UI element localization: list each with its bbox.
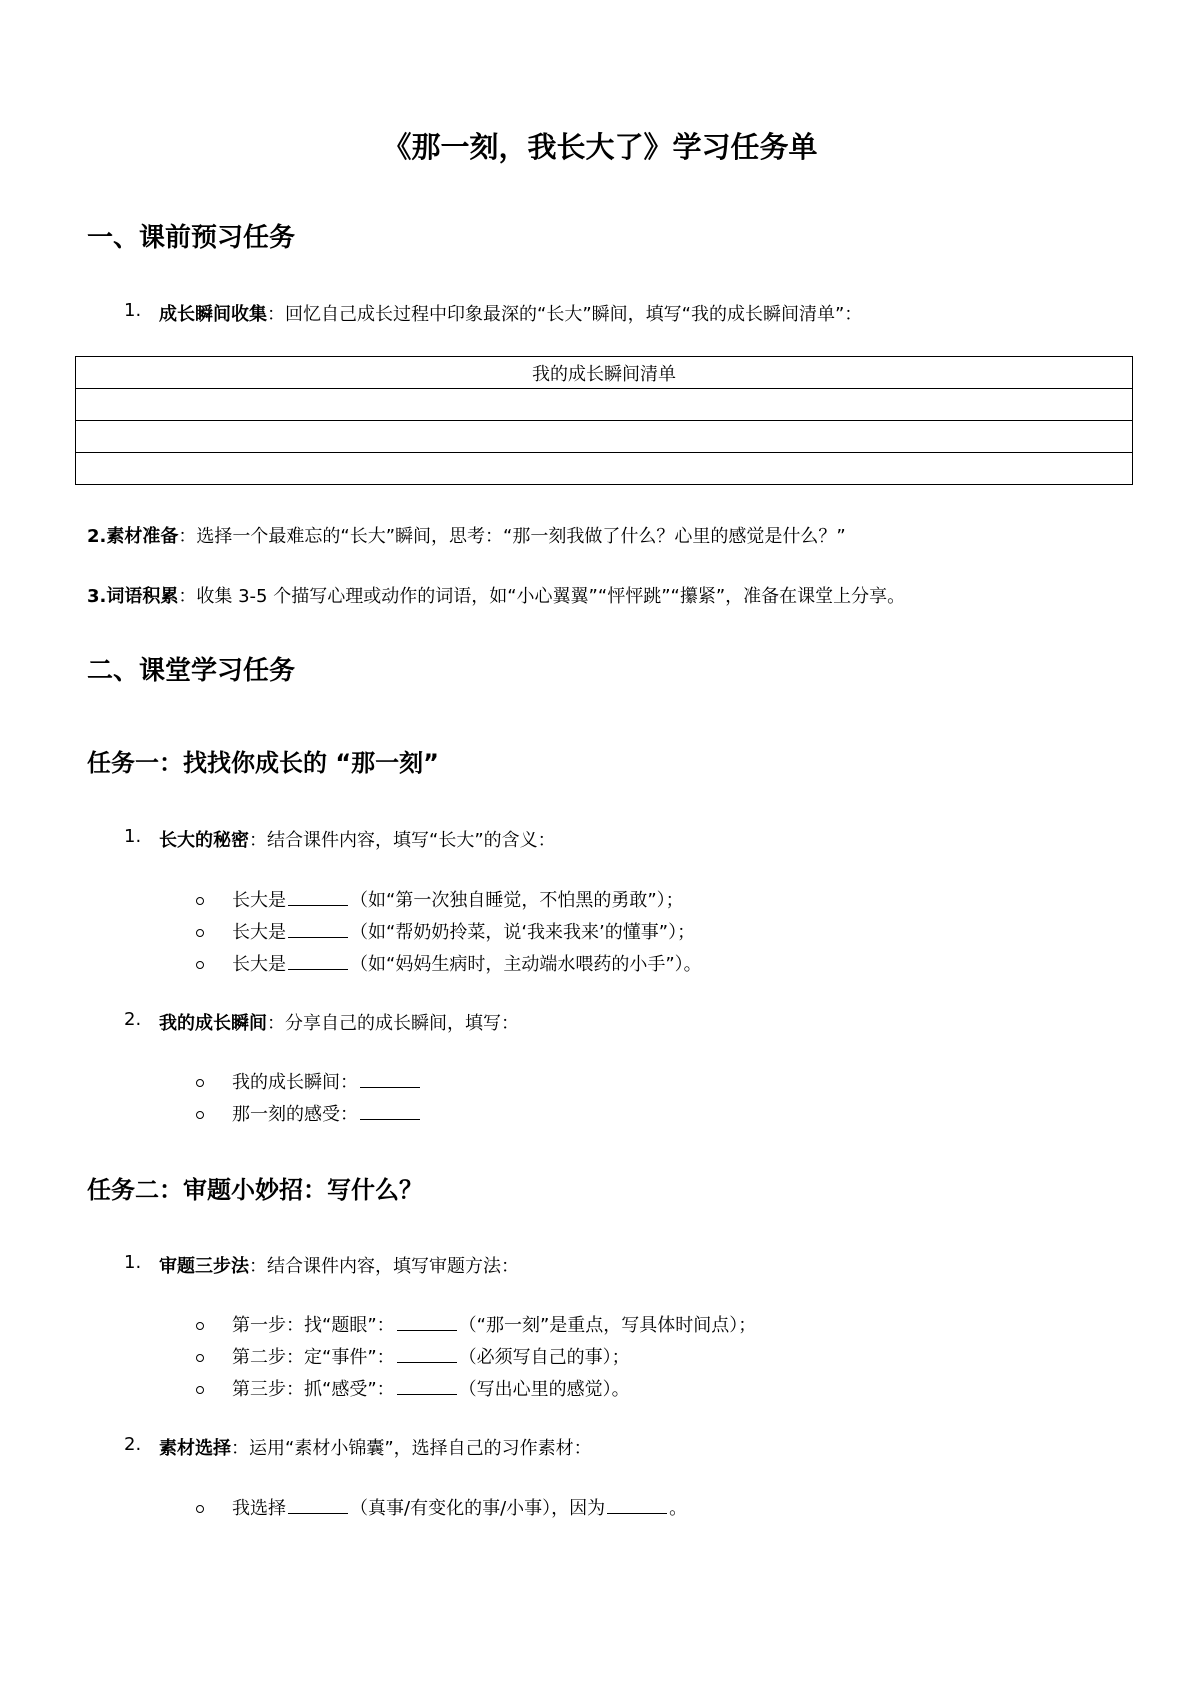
list-item-text [159,300,862,326]
item-number: 2. [124,1009,142,1030]
list-item [159,1434,592,1460]
bullet-icon [196,929,204,937]
list-item: 长大是 （如“妈妈生病时，主动端水喂药的小手”）。 [232,954,702,975]
list-item: 第二步：定“事件”： （必须写自己的事）； [232,1347,630,1368]
section-heading-preview: 一、课前预习任务 [87,223,296,253]
item-text: ：回忆自己成长过程中印象最深的“长大”瞬间，填写“我的成长瞬间清单”： [267,304,863,325]
fill-blank[interactable] [607,1497,667,1514]
list-item [159,1009,519,1035]
fill-blank[interactable] [288,953,348,970]
list-item: 我的成长瞬间： [232,1068,422,1094]
fill-blank[interactable] [397,1346,457,1363]
bullet-icon [196,1322,204,1330]
task-heading: 任务二：审题小妙招：写什么？ [87,1176,423,1204]
list-item: 第一步：找“题眼”： （“那一刻”是重点，写具体时间点）； [232,1315,757,1336]
bullet-icon [196,897,204,905]
table-header: 我的成长瞬间清单 [76,357,1133,389]
item-label: 3.词语积累 [87,586,179,607]
item-number: 1. [124,300,142,321]
bullet-icon [196,1111,204,1119]
list-item [159,826,556,852]
bullet-icon [196,961,204,969]
list-item: 我选择 （真事/有变化的事/小事），因为 。 [232,1498,688,1519]
item-label: 审题三步法 [159,1256,249,1277]
item-label: 成长瞬间收集 [159,304,267,325]
item-text: ：选择一个最难忘的“长大”瞬间，思考：“那一刻我做了什么？心里的感觉是什么？” [178,526,846,547]
item-number: 2. [124,1434,142,1455]
fill-blank[interactable] [288,921,348,938]
fill-blank[interactable] [288,889,348,906]
item-text: ：收集 3-5 个描写心理或动作的词语，如“小心翼翼”“怦怦跳”“攥紧”，准备在课堂上分享。 [178,586,906,607]
list-item [124,300,141,321]
item-label: 我的成长瞬间 [159,1013,267,1034]
fill-blank[interactable] [360,1103,420,1120]
fill-blank[interactable] [397,1378,457,1395]
table-row[interactable] [76,453,1133,485]
item-label: 素材选择 [159,1438,231,1459]
list-item: 第三步：抓“感受”： （写出心里的感觉）。 [232,1379,630,1400]
item-number: 1. [124,826,142,847]
growth-moments-table [75,356,1133,485]
item-number: 1. [124,1252,142,1273]
list-item: 那一刻的感受： [232,1100,422,1126]
list-item [87,582,905,608]
item-text: ：结合课件内容，填写“长大”的含义： [249,830,556,851]
list-item [159,1252,519,1278]
bullet-icon [196,1079,204,1087]
task-heading: 任务一：找找你成长的 “那一刻” [87,749,439,777]
table-row[interactable] [76,421,1133,453]
bullet-icon [196,1386,204,1394]
item-label: 长大的秘密 [159,830,249,851]
table-row[interactable] [76,389,1133,421]
item-text: ：运用“素材小锦囊”，选择自己的习作素材： [231,1438,592,1459]
bullet-icon [196,1354,204,1362]
fill-blank[interactable] [360,1071,420,1088]
fill-blank[interactable] [397,1314,457,1331]
list-item: 长大是 （如“帮奶奶拎菜，说‘我来我来’的懂事”）； [232,922,696,943]
section-heading-classroom: 二、课堂学习任务 [87,656,296,686]
fill-blank[interactable] [288,1497,348,1514]
item-text: ：结合课件内容，填写审题方法： [249,1256,519,1277]
item-text: ：分享自己的成长瞬间，填写： [267,1013,519,1034]
list-item: 长大是 （如“第一次独自睡觉，不怕黑的勇敢”）； [232,890,684,911]
list-item [87,522,846,548]
page-title: 《那一刻，我长大了》学习任务单 [382,130,818,164]
item-label: 2.素材准备 [87,526,179,547]
bullet-icon [196,1505,204,1513]
